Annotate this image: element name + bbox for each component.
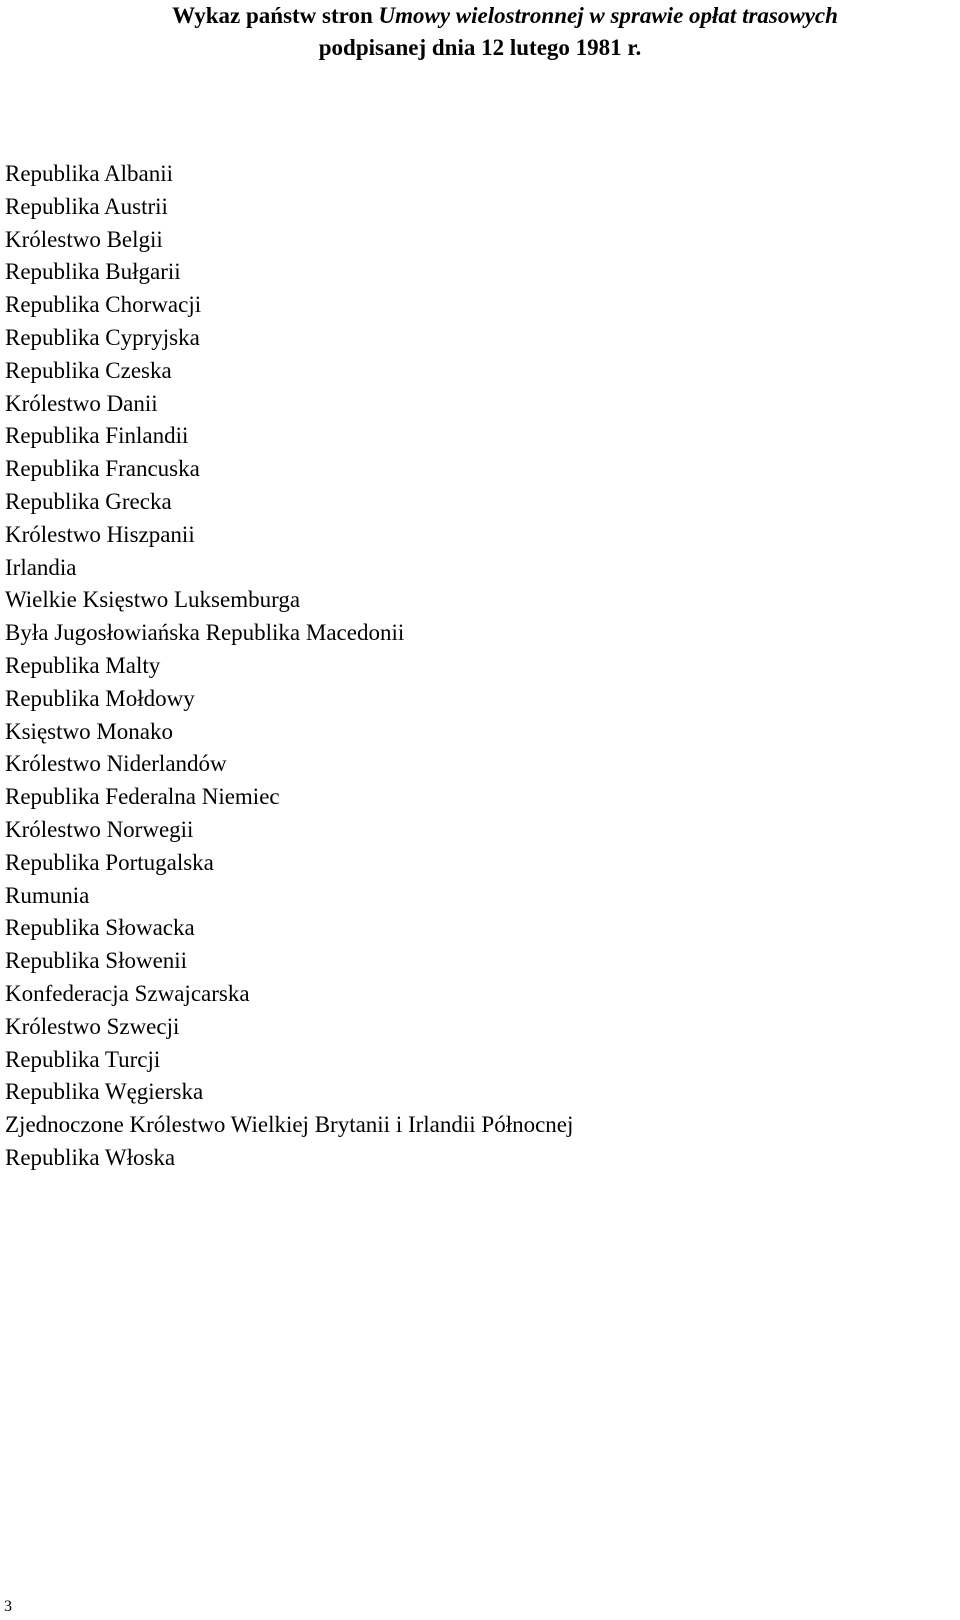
- country-item: Republika Portugalska: [5, 849, 214, 875]
- country-item: Królestwo Szwecji: [5, 1013, 180, 1039]
- country-item: Republika Węgierska: [5, 1079, 204, 1105]
- country-item: Republika Słowacka: [5, 915, 195, 941]
- country-item: Republika Albanii: [5, 161, 174, 186]
- country-list: [5, 158, 573, 1175]
- country-item: Republika Austrii: [5, 193, 168, 219]
- country-item: Wielkie Księstwo Luksemburga: [5, 587, 301, 613]
- country-item: Irlandia: [5, 554, 77, 580]
- country-item: Królestwo Norwegii: [5, 816, 194, 842]
- country-item: Republika Malty: [5, 652, 161, 678]
- country-item: Republika Włoska: [5, 1144, 176, 1170]
- country-item: Była Jugosłowiańska Republika Macedonii: [5, 620, 405, 646]
- country-item: Republika Federalna Niemiec: [5, 784, 280, 810]
- country-item: Republika Finlandii: [5, 423, 189, 449]
- country-item: Zjednoczone Królestwo Wielkiej Brytanii i Irlandii Północnej: [5, 1112, 574, 1138]
- country-item: Republika Cypryjska: [5, 324, 200, 350]
- country-item: Republika Chorwacji: [5, 292, 202, 318]
- country-item: Republika Francuska: [5, 456, 200, 482]
- title-agreement-name: Umowy wielostronnej w sprawie opłat trasowych: [378, 3, 838, 28]
- page-number: 3: [4, 1598, 12, 1615]
- country-item: Królestwo Belgii: [5, 226, 163, 252]
- country-item: Republika Bułgarii: [5, 259, 181, 285]
- country-item: Republika Mołdowy: [5, 685, 195, 711]
- country-item: Konfederacja Szwajcarska: [5, 980, 250, 1006]
- country-item: Królestwo Niderlandów: [5, 751, 227, 777]
- title-line-2: podpisanej dnia 12 lutego 1981 r.: [318, 35, 642, 60]
- country-item: Rumunia: [5, 882, 90, 908]
- document-title: [0, 0, 960, 64]
- country-item: Królestwo Danii: [5, 390, 158, 416]
- title-prefix: Wykaz państw stron: [172, 3, 379, 28]
- country-item: Republika Turcji: [5, 1046, 161, 1072]
- country-item: Republika Czeska: [5, 357, 172, 383]
- country-item: Królestwo Hiszpanii: [5, 521, 195, 547]
- country-item: Republika Grecka: [5, 488, 172, 514]
- country-item: Księstwo Monako: [5, 718, 174, 744]
- title-line-1: [0, 0, 960, 32]
- country-item: Republika Słowenii: [5, 948, 188, 974]
